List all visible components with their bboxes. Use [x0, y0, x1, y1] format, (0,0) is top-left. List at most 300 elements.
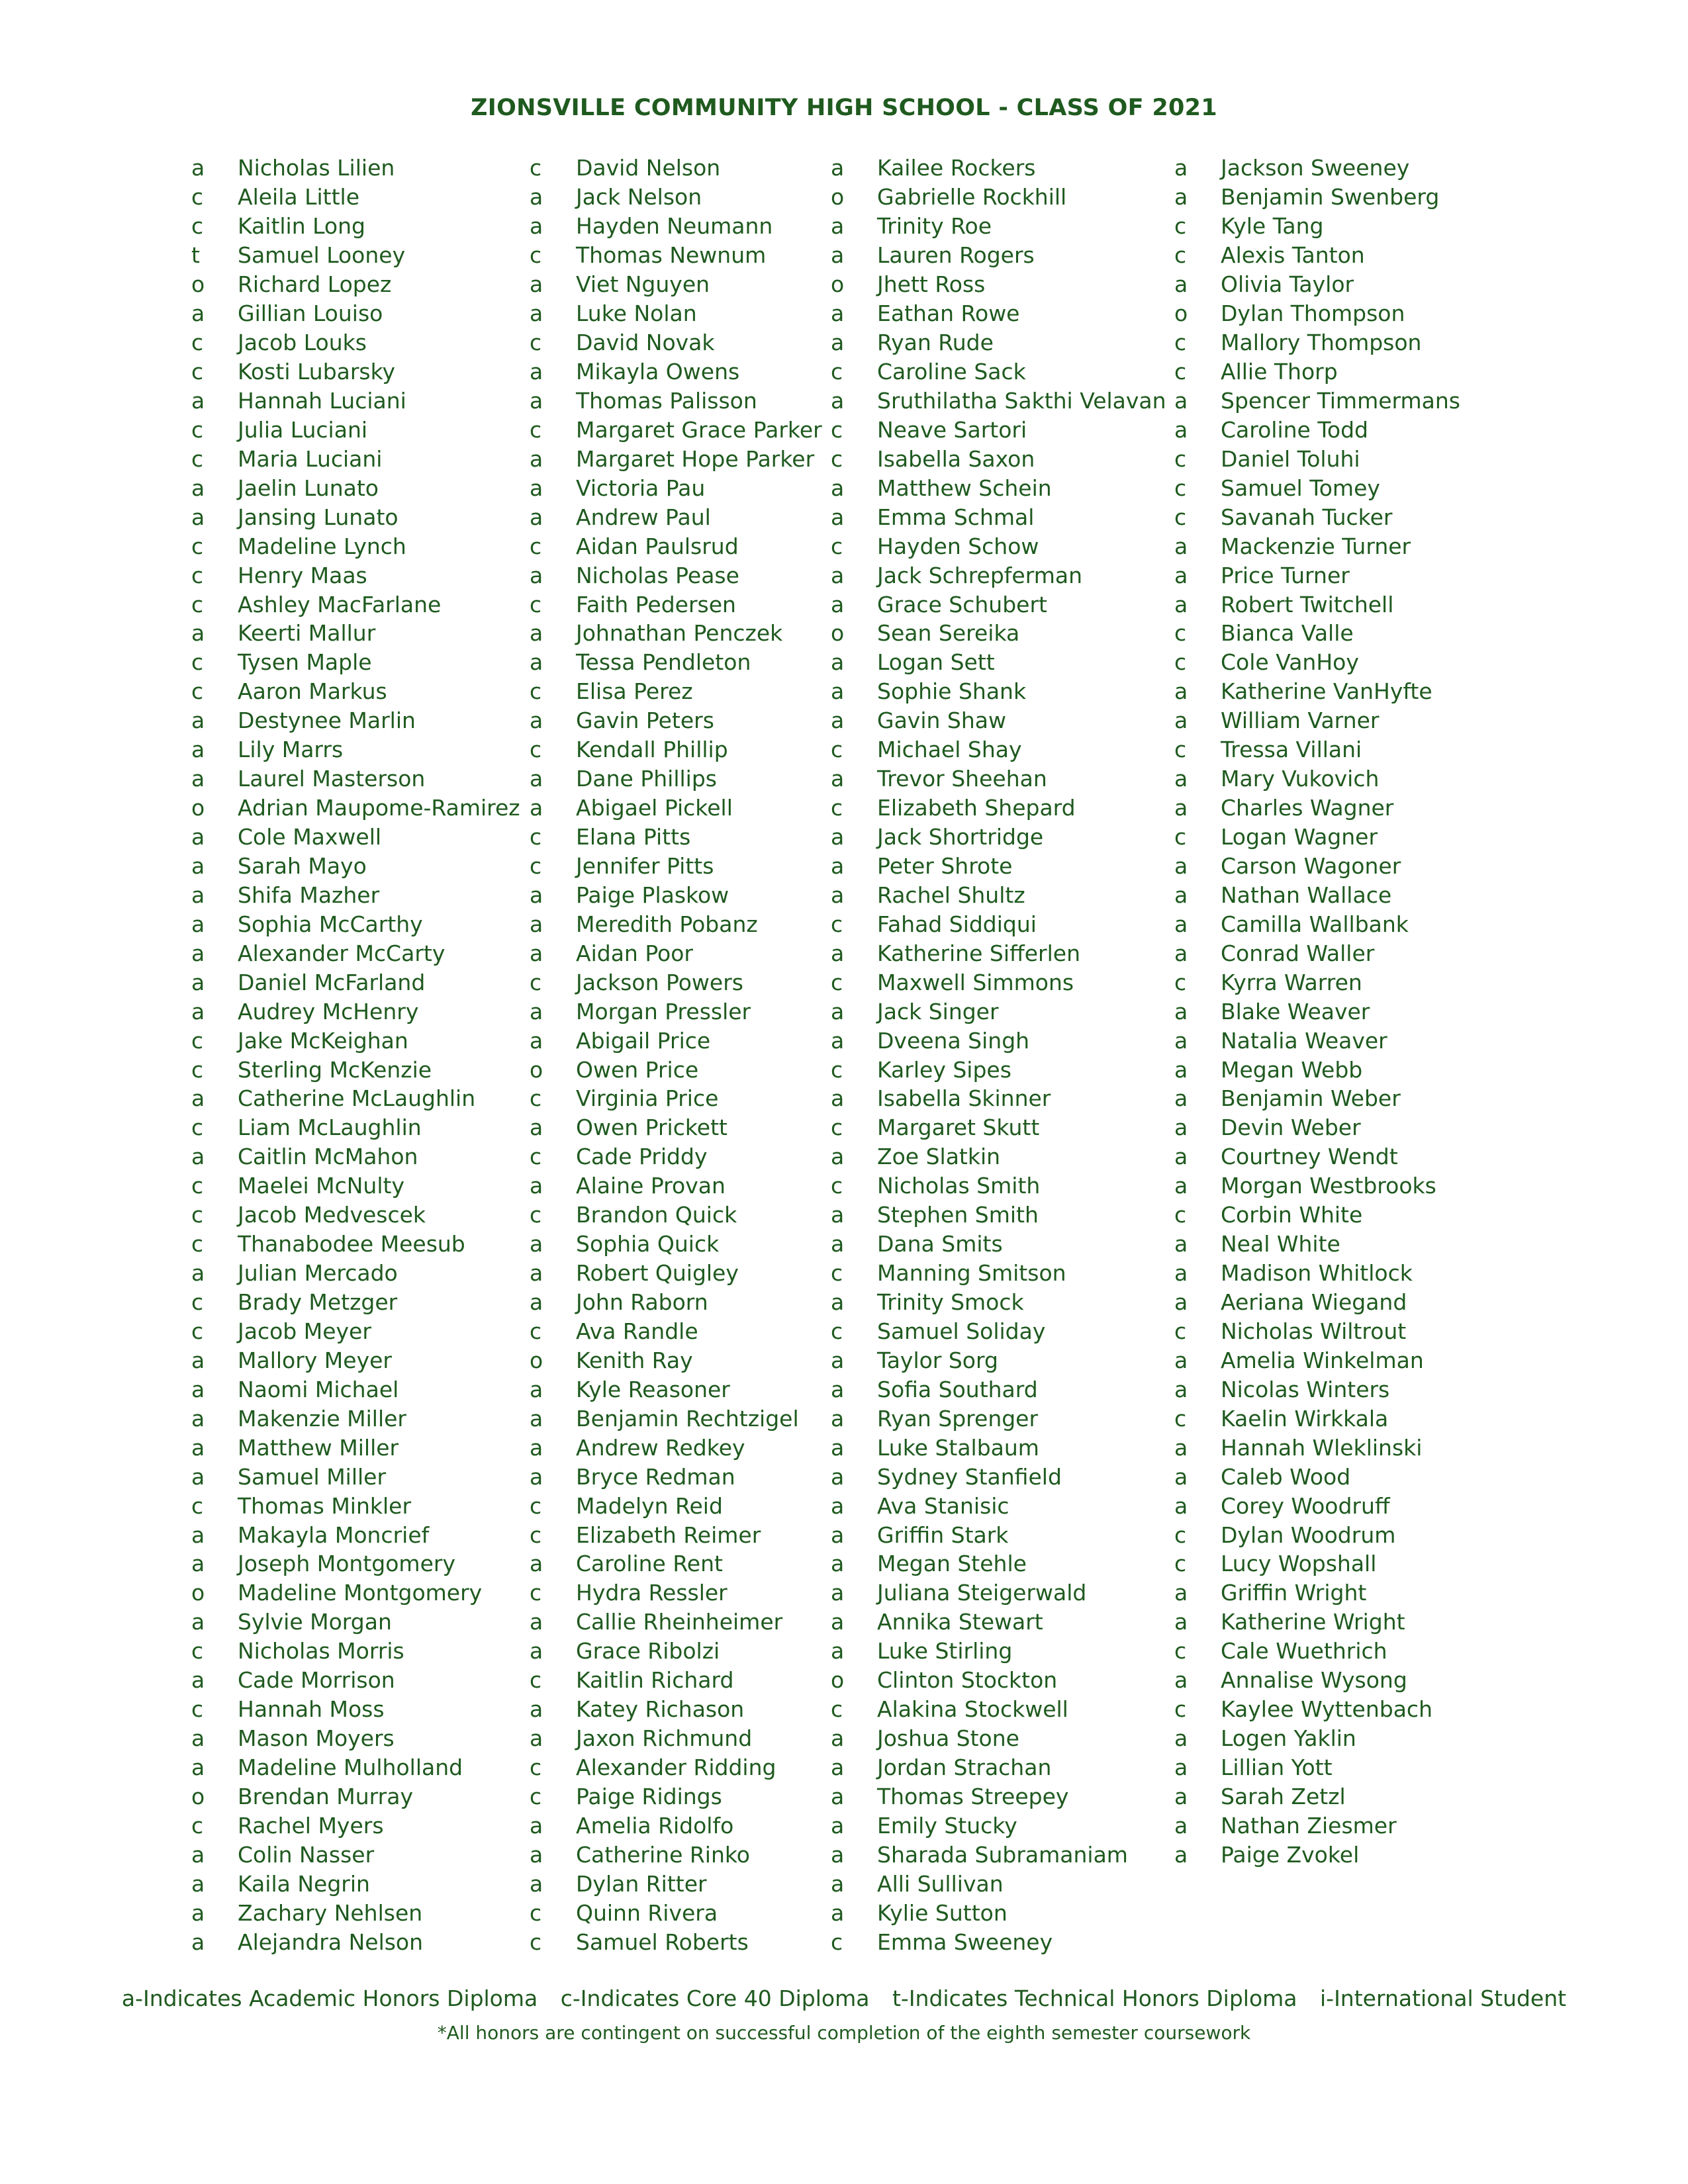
diploma-code: c	[191, 533, 204, 559]
diploma-code: c	[1174, 969, 1187, 995]
student-row	[1172, 1288, 1460, 1317]
student-name: Taylor Sorg	[877, 1347, 998, 1373]
diploma-code: a	[831, 678, 845, 705]
diploma-code: a	[191, 1144, 205, 1170]
diploma-code: c	[1174, 445, 1187, 472]
diploma-code: a	[530, 707, 543, 734]
student-name: Samuel Looney	[238, 242, 406, 269]
student-row	[1172, 299, 1460, 328]
student-name: Tessa Pendleton	[576, 649, 751, 676]
student-name: Jacob Meyer	[238, 1318, 371, 1344]
student-row	[527, 1724, 822, 1753]
diploma-code: a	[530, 795, 543, 821]
student-name: Mallory Thompson	[1221, 330, 1422, 356]
student-row	[189, 561, 520, 590]
student-row	[828, 1171, 1166, 1201]
diploma-code: a	[191, 1929, 205, 1955]
student-name: Gavin Shaw	[877, 707, 1006, 734]
student-name: Nathan Wallace	[1221, 882, 1392, 908]
student-row	[1172, 852, 1460, 881]
student-name: Maxwell Simmons	[877, 969, 1074, 995]
student-name: Keerti Mallur	[238, 620, 376, 647]
student-row	[189, 1898, 520, 1927]
diploma-code: c	[530, 737, 542, 763]
student-name: Mason Moyers	[238, 1725, 395, 1752]
student-row	[189, 1259, 520, 1288]
student-name: Madeline Lynch	[238, 533, 406, 559]
diploma-code: c	[530, 1899, 542, 1926]
student-row	[189, 328, 520, 357]
student-row	[1172, 1113, 1460, 1142]
student-name: Grace Schubert	[877, 591, 1047, 617]
diploma-code: c	[1174, 1696, 1187, 1723]
diploma-code: a	[530, 882, 543, 908]
student-name: David Nelson	[576, 155, 721, 181]
legend-core40: c-Indicates Core 40 Diploma	[560, 1985, 870, 2011]
student-name: Makayla Moncrief	[238, 1522, 430, 1548]
student-name: Hannah Luciani	[238, 387, 406, 414]
diploma-code: a	[831, 591, 845, 617]
student-name: Olivia Taylor	[1221, 271, 1354, 298]
student-row	[189, 968, 520, 997]
student-row	[828, 270, 1166, 299]
diploma-code: a	[530, 1841, 543, 1868]
student-row	[527, 1171, 822, 1201]
diploma-code: a	[530, 1260, 543, 1287]
student-row	[527, 387, 822, 416]
diploma-code: c	[1174, 1551, 1187, 1577]
student-row	[189, 1695, 520, 1724]
student-row	[189, 1869, 520, 1898]
student-row	[527, 1288, 822, 1317]
student-row	[527, 1753, 822, 1782]
student-name: Elizabeth Reimer	[576, 1522, 761, 1548]
student-row	[828, 794, 1166, 823]
diploma-code: c	[191, 562, 204, 588]
diploma-code: a	[1174, 533, 1188, 559]
diploma-code: a	[831, 562, 845, 588]
student-row	[1172, 1811, 1460, 1840]
diploma-code: c	[191, 591, 204, 617]
student-name: Blake Weaver	[1221, 998, 1370, 1024]
diploma-code: a	[530, 1551, 543, 1577]
student-name: Nicholas Wiltrout	[1221, 1318, 1407, 1344]
student-row	[1172, 270, 1460, 299]
student-name: Camilla Wallbank	[1221, 911, 1409, 937]
student-name: Trevor Sheehan	[877, 766, 1047, 792]
diploma-code: a	[530, 1609, 543, 1635]
student-row	[828, 1898, 1166, 1927]
diploma-code: a	[831, 707, 845, 734]
diploma-code: a	[831, 1522, 845, 1548]
student-name: Meredith Pobanz	[576, 911, 758, 937]
student-name: Alexander Ridding	[576, 1754, 776, 1781]
student-name: Logen Yaklin	[1221, 1725, 1356, 1752]
student-row	[189, 1637, 520, 1666]
diploma-code: c	[1174, 242, 1187, 269]
student-row	[527, 241, 822, 270]
student-name: Katherine Sifferlen	[877, 940, 1080, 966]
student-row	[828, 1666, 1166, 1695]
diploma-code: c	[191, 1812, 204, 1839]
student-name: Joshua Stone	[877, 1725, 1019, 1752]
student-name: Hayden Neumann	[576, 213, 773, 240]
student-row	[527, 502, 822, 531]
student-row	[527, 1375, 822, 1404]
student-name: Sophie Shank	[877, 678, 1027, 705]
diploma-code: a	[530, 1376, 543, 1402]
diploma-code: a	[191, 1085, 205, 1112]
diploma-code: c	[191, 1231, 204, 1257]
student-name: Kyle Tang	[1221, 213, 1324, 240]
student-name: Benjamin Rechtzigel	[576, 1405, 799, 1432]
student-row	[189, 183, 520, 212]
student-row	[527, 1578, 822, 1608]
student-row	[527, 1549, 822, 1578]
student-name: Samuel Roberts	[576, 1929, 749, 1955]
student-row	[189, 1084, 520, 1113]
student-row	[1172, 764, 1460, 794]
student-row	[189, 1201, 520, 1230]
student-row	[1172, 1375, 1460, 1404]
diploma-code: a	[191, 1405, 205, 1432]
diploma-code: c	[831, 1115, 843, 1141]
student-name: Destynee Marlin	[238, 707, 416, 734]
student-name: Caleb Wood	[1221, 1463, 1351, 1490]
diploma-code: a	[831, 1434, 845, 1461]
student-row	[189, 212, 520, 241]
student-row	[1172, 212, 1460, 241]
student-row	[828, 1317, 1166, 1346]
diploma-code: a	[1174, 562, 1188, 588]
student-name: Jaxon Richmund	[576, 1725, 753, 1752]
diploma-code: a	[1174, 1260, 1188, 1287]
diploma-code: a	[831, 300, 845, 327]
diploma-code: c	[530, 1492, 542, 1519]
diploma-code: a	[530, 766, 543, 792]
student-row	[1172, 1404, 1460, 1433]
student-name: Eathan Rowe	[877, 300, 1020, 327]
diploma-code: a	[831, 1492, 845, 1519]
diploma-code: c	[530, 242, 542, 269]
student-name: Virginia Price	[576, 1085, 719, 1112]
student-name: Jack Shortridge	[877, 824, 1044, 850]
student-name: Sterling McKenzie	[238, 1056, 432, 1083]
diploma-code: a	[191, 1841, 205, 1868]
student-name: Bianca Valle	[1221, 620, 1354, 647]
student-name: Sharada Subramaniam	[877, 1841, 1128, 1868]
student-name: Kyrra Warren	[1221, 969, 1362, 995]
diploma-code: a	[1174, 1434, 1188, 1461]
student-row	[828, 1259, 1166, 1288]
student-name: Madeline Mulholland	[238, 1754, 463, 1781]
student-name: Elana Pitts	[576, 824, 691, 850]
student-row	[189, 1491, 520, 1520]
diploma-code: c	[191, 445, 204, 472]
student-name: Victoria Pau	[576, 475, 706, 501]
student-row	[828, 1695, 1166, 1724]
student-row	[828, 1724, 1166, 1753]
student-row	[1172, 1026, 1460, 1055]
student-name: Thomas Streepey	[877, 1783, 1069, 1809]
diploma-code: a	[1174, 1173, 1188, 1199]
student-name: Madeline Montgomery	[238, 1580, 483, 1606]
student-row	[527, 968, 822, 997]
student-row	[828, 1345, 1166, 1375]
diploma-code: o	[191, 271, 205, 298]
student-row	[828, 1055, 1166, 1084]
diploma-code: a	[1174, 1492, 1188, 1519]
diploma-code: a	[530, 1463, 543, 1490]
student-name: Dylan Thompson	[1221, 300, 1405, 327]
student-name: Carson Wagoner	[1221, 852, 1401, 879]
student-name: Lily Marrs	[238, 737, 344, 763]
student-name: Kailee Rockers	[877, 155, 1036, 181]
student-row	[1172, 1230, 1460, 1259]
diploma-code: c	[530, 1522, 542, 1548]
student-name: Jaelin Lunato	[238, 475, 379, 501]
diploma-code: a	[191, 766, 205, 792]
student-row	[1172, 502, 1460, 531]
diploma-code: c	[191, 1289, 204, 1316]
student-row	[828, 1637, 1166, 1666]
student-name: Natalia Weaver	[1221, 1027, 1387, 1054]
student-row	[527, 473, 822, 502]
student-name: Emily Stucky	[877, 1812, 1017, 1839]
diploma-code: a	[1174, 1783, 1188, 1809]
student-row	[1172, 387, 1460, 416]
student-name: Kyle Reasoner	[576, 1376, 730, 1402]
student-name: Michael Shay	[877, 737, 1022, 763]
student-row	[828, 387, 1166, 416]
diploma-code: c	[831, 359, 843, 385]
diploma-code: c	[191, 1115, 204, 1141]
student-row	[828, 735, 1166, 764]
diploma-code: a	[191, 1667, 205, 1694]
student-row	[189, 1520, 520, 1549]
student-name: Callie Rheinheimer	[576, 1609, 783, 1635]
diploma-code: c	[831, 1173, 843, 1199]
student-name: Alli Sullivan	[877, 1870, 1004, 1897]
student-name: Benjamin Swenberg	[1221, 184, 1440, 210]
diploma-code: c	[1174, 475, 1187, 501]
student-row	[1172, 677, 1460, 706]
student-name: Neave Sartori	[877, 416, 1027, 443]
diploma-code: a	[831, 1289, 845, 1316]
student-name: Logan Sett	[877, 649, 995, 676]
student-row	[1172, 1578, 1460, 1608]
diploma-code: o	[831, 184, 845, 210]
diploma-code: a	[530, 1870, 543, 1897]
diploma-code: a	[831, 155, 845, 181]
student-row	[527, 415, 822, 444]
student-name: Aleila Little	[238, 184, 359, 210]
diploma-code: a	[191, 1463, 205, 1490]
diploma-code: a	[831, 1027, 845, 1054]
student-row	[1172, 328, 1460, 357]
student-name: Trinity Roe	[877, 213, 992, 240]
diploma-code: c	[530, 155, 542, 181]
student-name: Henry Maas	[238, 562, 367, 588]
student-row	[527, 852, 822, 881]
student-row	[1172, 1491, 1460, 1520]
diploma-code: a	[1174, 1376, 1188, 1402]
student-name: Margaret Hope Parker	[576, 445, 815, 472]
student-name: Madison Whitlock	[1221, 1260, 1413, 1287]
student-row	[189, 677, 520, 706]
diploma-code: o	[191, 1783, 205, 1809]
diploma-code: a	[530, 1696, 543, 1723]
student-name: Naomi Michael	[238, 1376, 399, 1402]
student-name: David Novak	[576, 330, 715, 356]
diploma-code: a	[1174, 940, 1188, 966]
student-row	[828, 1608, 1166, 1637]
student-name: Lucy Wopshall	[1221, 1551, 1377, 1577]
student-name: Catherine McLaughlin	[238, 1085, 476, 1112]
diploma-code: a	[191, 737, 205, 763]
student-name: Abigail Price	[576, 1027, 711, 1054]
student-name: Annika Stewart	[877, 1609, 1043, 1635]
student-name: Samuel Miller	[238, 1463, 387, 1490]
student-name: Spencer Timmermans	[1221, 387, 1460, 414]
legend-technical: t-Indicates Technical Honors Diploma	[892, 1985, 1297, 2011]
student-name: John Raborn	[576, 1289, 708, 1316]
student-name: Mary Vukovich	[1221, 766, 1380, 792]
student-row	[1172, 415, 1460, 444]
student-row	[189, 1666, 520, 1695]
diploma-code: a	[1174, 416, 1188, 443]
student-name: Faith Pedersen	[576, 591, 736, 617]
student-column-4	[1172, 154, 1460, 1869]
diploma-code: c	[1174, 213, 1187, 240]
diploma-code: c	[831, 416, 843, 443]
student-row	[189, 1113, 520, 1142]
student-row	[1172, 1608, 1460, 1637]
student-row	[1172, 997, 1460, 1026]
student-row	[1172, 1259, 1460, 1288]
diploma-code: a	[530, 562, 543, 588]
diploma-code: a	[191, 882, 205, 908]
student-row	[828, 1578, 1166, 1608]
student-name: Julia Luciani	[238, 416, 368, 443]
diploma-code: c	[530, 1202, 542, 1228]
student-row	[527, 1462, 822, 1491]
student-row	[828, 357, 1166, 387]
student-name: Ryan Rude	[877, 330, 994, 356]
student-row	[527, 1840, 822, 1869]
student-row	[527, 1869, 822, 1898]
student-row	[1172, 1462, 1460, 1491]
student-row	[527, 1113, 822, 1142]
student-name: Alexander McCarty	[238, 940, 445, 966]
student-name: Sruthilatha Sakthi Velavan	[877, 387, 1166, 414]
student-name: Jake McKeighan	[238, 1027, 408, 1054]
student-name: Joseph Montgomery	[238, 1551, 455, 1577]
student-name: Thanabodee Meesub	[238, 1231, 465, 1257]
student-name: Courtney Wendt	[1221, 1144, 1398, 1170]
diploma-code: c	[530, 969, 542, 995]
student-name: Maria Luciani	[238, 445, 383, 472]
diploma-code: a	[530, 1434, 543, 1461]
student-name: Katherine VanHyfte	[1221, 678, 1432, 705]
student-row	[1172, 619, 1460, 648]
diploma-code: a	[1174, 1231, 1188, 1257]
student-name: Brady Metzger	[238, 1289, 398, 1316]
diploma-code: a	[831, 1783, 845, 1809]
student-name: Kaila Negrin	[238, 1870, 370, 1897]
student-row	[828, 1433, 1166, 1462]
diploma-code: a	[831, 475, 845, 501]
student-row	[527, 183, 822, 212]
student-name: Julian Mercado	[238, 1260, 398, 1287]
student-name: Price Turner	[1221, 562, 1350, 588]
student-row	[189, 997, 520, 1026]
diploma-code: a	[1174, 591, 1188, 617]
student-row	[527, 1055, 822, 1084]
page-title: ZIONSVILLE COMMUNITY HIGH SCHOOL - CLASS OF 2021	[471, 95, 1217, 121]
diploma-code: c	[831, 1260, 843, 1287]
student-row	[828, 473, 1166, 502]
diploma-code: a	[530, 1812, 543, 1839]
student-row	[189, 1608, 520, 1637]
student-row	[828, 1491, 1166, 1520]
diploma-code: a	[831, 1580, 845, 1606]
student-row	[828, 1230, 1166, 1259]
student-name: Corbin White	[1221, 1202, 1363, 1228]
student-name: Jack Singer	[877, 998, 999, 1024]
student-row	[189, 502, 520, 531]
student-row	[527, 706, 822, 735]
diploma-code: c	[1174, 359, 1187, 385]
student-name: Andrew Paul	[576, 504, 711, 530]
student-row	[828, 154, 1166, 183]
student-row	[1172, 183, 1460, 212]
diploma-code: c	[1174, 649, 1187, 676]
student-name: Maelei McNulty	[238, 1173, 404, 1199]
diploma-code: a	[530, 1115, 543, 1141]
student-name: Caroline Sack	[877, 359, 1026, 385]
student-name: Thomas Minkler	[238, 1492, 412, 1519]
student-name: Jack Schrepferman	[877, 562, 1082, 588]
student-name: Paige Plaskow	[576, 882, 729, 908]
diploma-code: a	[1174, 1347, 1188, 1373]
diploma-code: c	[831, 1696, 843, 1723]
student-row	[527, 1608, 822, 1637]
diploma-code: a	[831, 1609, 845, 1635]
student-row	[189, 590, 520, 619]
student-name: Dana Smits	[877, 1231, 1003, 1257]
student-row	[189, 1317, 520, 1346]
student-name: Peter Shrote	[877, 852, 1013, 879]
student-name: Brandon Quick	[576, 1202, 737, 1228]
diploma-code: o	[530, 1347, 543, 1373]
student-row	[828, 241, 1166, 270]
diploma-code: a	[530, 213, 543, 240]
diploma-code: a	[831, 1463, 845, 1490]
student-name: Hydra Ressler	[576, 1580, 727, 1606]
student-name: Aidan Paulsrud	[576, 533, 739, 559]
student-row	[828, 212, 1166, 241]
student-row	[189, 823, 520, 852]
diploma-code: c	[191, 1492, 204, 1519]
diploma-code: c	[191, 330, 204, 356]
student-row	[1172, 241, 1460, 270]
diploma-code: a	[191, 1434, 205, 1461]
student-name: Ava Randle	[576, 1318, 698, 1344]
diploma-code: a	[1174, 707, 1188, 734]
student-name: Owen Prickett	[576, 1115, 727, 1141]
student-row	[189, 1724, 520, 1753]
